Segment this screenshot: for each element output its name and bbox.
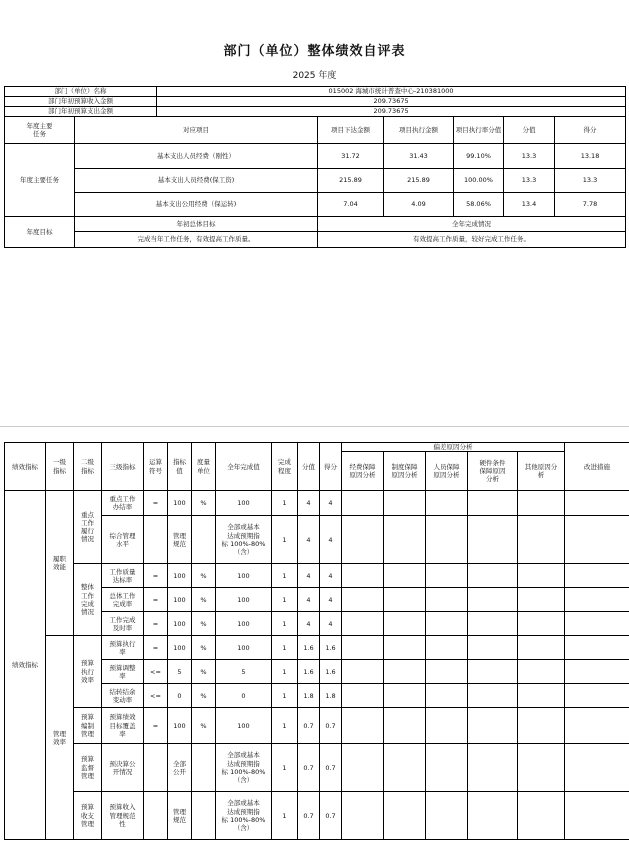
- dev-other-cell: [518, 588, 565, 612]
- operator-cell: <=: [144, 684, 168, 708]
- table-row: [5, 491, 629, 516]
- task-rate: 100.00%: [454, 169, 504, 193]
- dev-system-cell: [384, 708, 426, 744]
- got-cell: 0.7: [320, 792, 342, 840]
- task-row: [5, 144, 626, 169]
- dev-other-cell: [518, 708, 565, 744]
- score-cell: 1.6: [298, 660, 320, 684]
- got-cell: 4: [320, 516, 342, 564]
- unit-cell: %: [192, 491, 216, 516]
- header-operator: 运算 符号: [144, 443, 168, 491]
- target-cell: 100: [168, 612, 192, 636]
- score-cell: 0.7: [298, 708, 320, 744]
- operator-cell: =: [144, 612, 168, 636]
- target-cell: 100: [168, 491, 192, 516]
- dev-system-cell: [384, 744, 426, 792]
- goal-initial-header: 年初总体目标: [75, 217, 318, 232]
- page-separator: [0, 426, 629, 427]
- dev-hardware-cell: [468, 744, 518, 792]
- dev-system-cell: [384, 684, 426, 708]
- target-cell: 5: [168, 660, 192, 684]
- dev-other-cell: [518, 636, 565, 660]
- target-cell: 100: [168, 564, 192, 588]
- table-row: [5, 564, 629, 588]
- score-cell: 1.8: [298, 684, 320, 708]
- actual-cell: 0: [216, 684, 272, 708]
- unit-cell: %: [192, 564, 216, 588]
- operator-cell: =: [144, 564, 168, 588]
- operator-cell: =: [144, 636, 168, 660]
- level3-cell: 预算收入 管理规范 性: [102, 792, 144, 840]
- operator-cell: =: [144, 588, 168, 612]
- header-dev-other: 其他原因分 析: [518, 452, 565, 491]
- task-project: 基本支出人员经费（刚性）: [75, 144, 318, 169]
- dev-other-cell: [518, 744, 565, 792]
- task-project: 基本支出人员经费(保工资): [75, 169, 318, 193]
- score-cell: 4: [298, 564, 320, 588]
- budget-expense-label: 部门年初预算支出金额: [5, 107, 157, 117]
- dev-hardware-cell: [468, 792, 518, 840]
- got-cell: 4: [320, 564, 342, 588]
- level3-cell: 预算绩效 目标覆盖 率: [102, 708, 144, 744]
- target-cell: 0: [168, 684, 192, 708]
- level2-cell: 重点 工作 履行 情况: [74, 491, 102, 564]
- target-cell: 全部 公开: [168, 744, 192, 792]
- goal-initial-value: 完成当年工作任务，有效提高工作质量。: [75, 232, 318, 248]
- level1-cell: 管理 效率: [46, 636, 74, 840]
- dev-funding-cell: [342, 744, 384, 792]
- score-cell: 4: [298, 516, 320, 564]
- dev-staff-cell: [426, 792, 468, 840]
- dev-staff-cell: [426, 708, 468, 744]
- unit-cell: %: [192, 636, 216, 660]
- dev-other-cell: [518, 612, 565, 636]
- budget-expense-value: 209.73675: [157, 107, 626, 117]
- task-header-row: [5, 117, 626, 144]
- degree-cell: 1: [272, 708, 298, 744]
- header-indicator: 绩效指标: [5, 443, 46, 491]
- level2-cell: 预算 编制 管理: [74, 708, 102, 744]
- operator-cell: [144, 744, 168, 792]
- task-rate: 99.10%: [454, 144, 504, 169]
- dev-funding-cell: [342, 491, 384, 516]
- actual-cell: 5: [216, 660, 272, 684]
- level2-cell: 整体 工作 完成 情况: [74, 564, 102, 636]
- task-project: 基本支出公用经费（保运转): [75, 193, 318, 217]
- dev-staff-cell: [426, 588, 468, 612]
- dev-other-cell: [518, 792, 565, 840]
- dev-hardware-cell: [468, 660, 518, 684]
- got-cell: 4: [320, 588, 342, 612]
- task-row-label: 年度主要任务: [5, 144, 75, 217]
- dev-staff-cell: [426, 636, 468, 660]
- dev-staff-cell: [426, 684, 468, 708]
- degree-cell: 1: [272, 588, 298, 612]
- dev-system-cell: [384, 516, 426, 564]
- header-deviation: 偏差原因分析: [342, 443, 565, 452]
- got-cell: 0.7: [320, 744, 342, 792]
- task-executed: 31.43: [384, 144, 454, 169]
- task-header-allocated: 项目下达金额: [318, 117, 384, 144]
- dev-funding-cell: [342, 564, 384, 588]
- improve-cell: [565, 588, 629, 612]
- task-executed: 4.09: [384, 193, 454, 217]
- header-dev-funding: 经费保障 原因分析: [342, 452, 384, 491]
- level2-cell: 预算 收支 管理: [74, 792, 102, 840]
- dev-staff-cell: [426, 564, 468, 588]
- dev-staff-cell: [426, 491, 468, 516]
- dev-system-cell: [384, 491, 426, 516]
- got-cell: 1.6: [320, 660, 342, 684]
- degree-cell: 1: [272, 516, 298, 564]
- header-level3: 三级指标: [102, 443, 144, 491]
- task-header-got: 得分: [555, 117, 626, 144]
- actual-cell: 100: [216, 491, 272, 516]
- level3-cell: 预决算公 开情况: [102, 744, 144, 792]
- score-cell: 1.6: [298, 636, 320, 660]
- level2-cell: 预算 执行 效率: [74, 636, 102, 708]
- target-cell: 管理 规范: [168, 516, 192, 564]
- dev-hardware-cell: [468, 491, 518, 516]
- score-cell: 0.7: [298, 792, 320, 840]
- dev-system-cell: [384, 588, 426, 612]
- unit-cell: %: [192, 660, 216, 684]
- level3-cell: 重点工作 办结率: [102, 491, 144, 516]
- indicator-cell: 绩效指标: [5, 491, 46, 840]
- degree-cell: 1: [272, 792, 298, 840]
- level1-cell: 履职 效能: [46, 491, 74, 636]
- actual-cell: 全部或基本 达成预期指 标 100%-80% （含）: [216, 792, 272, 840]
- level3-cell: 工作完成 及时率: [102, 612, 144, 636]
- task-allocated: 31.72: [318, 144, 384, 169]
- actual-cell: 100: [216, 708, 272, 744]
- dev-funding-cell: [342, 684, 384, 708]
- goal-label: 年度目标: [5, 217, 75, 248]
- task-allocated: 7.04: [318, 193, 384, 217]
- header-degree: 完成 程度: [272, 443, 298, 491]
- operator-cell: =: [144, 708, 168, 744]
- score-cell: 4: [298, 612, 320, 636]
- target-cell: 100: [168, 636, 192, 660]
- unit-cell: %: [192, 684, 216, 708]
- unit-cell: [192, 792, 216, 840]
- dev-staff-cell: [426, 612, 468, 636]
- unit-cell: %: [192, 708, 216, 744]
- improve-cell: [565, 792, 629, 840]
- dev-funding-cell: [342, 612, 384, 636]
- summary-table: [4, 86, 626, 248]
- dev-funding-cell: [342, 516, 384, 564]
- improve-cell: [565, 684, 629, 708]
- performance-table: [4, 442, 629, 840]
- goal-actual-header: 全年完成情况: [318, 217, 626, 232]
- target-cell: 管理 规范: [168, 792, 192, 840]
- unit-cell: [192, 516, 216, 564]
- score-cell: 0.7: [298, 744, 320, 792]
- actual-cell: 100: [216, 612, 272, 636]
- header-improve: 改进措施: [565, 443, 629, 491]
- header-dev-system: 制度保障 原因分析: [384, 452, 426, 491]
- degree-cell: 1: [272, 636, 298, 660]
- operator-cell: [144, 516, 168, 564]
- header-level1: 一级 指标: [46, 443, 74, 491]
- improve-cell: [565, 660, 629, 684]
- unit-cell: %: [192, 588, 216, 612]
- goal-actual-value: 有效提高工作质量，较好完成工作任务。: [318, 232, 626, 248]
- dev-system-cell: [384, 660, 426, 684]
- task-rate: 58.06%: [454, 193, 504, 217]
- table-row: [5, 792, 629, 840]
- task-allocated: 215.89: [318, 169, 384, 193]
- operator-cell: =: [144, 491, 168, 516]
- degree-cell: 1: [272, 491, 298, 516]
- dev-hardware-cell: [468, 684, 518, 708]
- dev-staff-cell: [426, 660, 468, 684]
- task-header-label: 年度主要 任务: [5, 117, 75, 144]
- dev-funding-cell: [342, 660, 384, 684]
- table-row: [5, 708, 629, 744]
- actual-cell: 100: [216, 588, 272, 612]
- dev-funding-cell: [342, 588, 384, 612]
- level3-cell: 预算调整 率: [102, 660, 144, 684]
- dev-system-cell: [384, 564, 426, 588]
- dev-funding-cell: [342, 708, 384, 744]
- level3-cell: 总体工作 完成率: [102, 588, 144, 612]
- task-got: 13.3: [555, 169, 626, 193]
- degree-cell: 1: [272, 612, 298, 636]
- task-got: 13.18: [555, 144, 626, 169]
- dev-hardware-cell: [468, 516, 518, 564]
- table-row: [5, 744, 629, 792]
- dev-other-cell: [518, 491, 565, 516]
- dev-funding-cell: [342, 636, 384, 660]
- got-cell: 0.7: [320, 708, 342, 744]
- header-unit: 度量 单位: [192, 443, 216, 491]
- unit-cell: [192, 744, 216, 792]
- header-target: 指标 值: [168, 443, 192, 491]
- task-score: 13.4: [504, 193, 555, 217]
- improve-cell: [565, 564, 629, 588]
- task-header-executed: 项目执行金额: [384, 117, 454, 144]
- improve-cell: [565, 744, 629, 792]
- got-cell: 1.6: [320, 636, 342, 660]
- level3-cell: 综合管理 水平: [102, 516, 144, 564]
- actual-cell: 全部或基本 达成预期指 标 100%-80% （含）: [216, 744, 272, 792]
- actual-cell: 100: [216, 636, 272, 660]
- dev-hardware-cell: [468, 636, 518, 660]
- degree-cell: 1: [272, 564, 298, 588]
- target-cell: 100: [168, 588, 192, 612]
- level2-cell: 预算 监督 管理: [74, 744, 102, 792]
- task-score: 13.3: [504, 144, 555, 169]
- header-dev-hardware: 硬件条件 保障原因 分析: [468, 452, 518, 491]
- degree-cell: 1: [272, 660, 298, 684]
- operator-cell: [144, 792, 168, 840]
- header-dev-staff: 人员保障 原因分析: [426, 452, 468, 491]
- improve-cell: [565, 708, 629, 744]
- target-cell: 100: [168, 708, 192, 744]
- task-row: [5, 169, 626, 193]
- task-header-rate: 项目执行率分值: [454, 117, 504, 144]
- dev-system-cell: [384, 612, 426, 636]
- header-level2: 二级 指标: [74, 443, 102, 491]
- actual-cell: 100: [216, 564, 272, 588]
- score-cell: 4: [298, 491, 320, 516]
- got-cell: 4: [320, 612, 342, 636]
- improve-cell: [565, 491, 629, 516]
- operator-cell: <=: [144, 660, 168, 684]
- task-got: 7.78: [555, 193, 626, 217]
- table-row: [5, 636, 629, 660]
- dev-staff-cell: [426, 516, 468, 564]
- dev-funding-cell: [342, 792, 384, 840]
- actual-cell: 全部或基本 达成预期指 标 100%-80% （含）: [216, 516, 272, 564]
- unit-cell: %: [192, 612, 216, 636]
- page-title: 部门（单位）整体绩效自评表: [223, 44, 406, 59]
- level3-cell: 预算执行 率: [102, 636, 144, 660]
- task-header-score: 分值: [504, 117, 555, 144]
- got-cell: 1.8: [320, 684, 342, 708]
- dev-system-cell: [384, 792, 426, 840]
- unit-name-label: 部门（单位）名称: [5, 87, 157, 97]
- header-score: 分值: [298, 443, 320, 491]
- dev-other-cell: [518, 564, 565, 588]
- dev-staff-cell: [426, 744, 468, 792]
- header-got: 得分: [320, 443, 342, 491]
- improve-cell: [565, 636, 629, 660]
- level3-cell: 工作质量 达标率: [102, 564, 144, 588]
- task-score: 13.3: [504, 169, 555, 193]
- improve-cell: [565, 612, 629, 636]
- score-cell: 4: [298, 588, 320, 612]
- dev-hardware-cell: [468, 708, 518, 744]
- dev-other-cell: [518, 660, 565, 684]
- dev-other-cell: [518, 516, 565, 564]
- task-header-project: 对应项目: [75, 117, 318, 144]
- degree-cell: 1: [272, 684, 298, 708]
- budget-income-value: 209.73675: [157, 97, 626, 107]
- dev-system-cell: [384, 636, 426, 660]
- unit-name-value: 015002 海城市统计普查中心-210381000: [157, 87, 626, 97]
- task-executed: 215.89: [384, 169, 454, 193]
- level3-cell: 结转结余 变动率: [102, 684, 144, 708]
- report-year: 2025 年度: [292, 71, 337, 81]
- dev-hardware-cell: [468, 588, 518, 612]
- dev-hardware-cell: [468, 612, 518, 636]
- dev-other-cell: [518, 684, 565, 708]
- degree-cell: 1: [272, 744, 298, 792]
- header-actual: 全年完成值: [216, 443, 272, 491]
- task-row: [5, 193, 626, 217]
- improve-cell: [565, 516, 629, 564]
- dev-hardware-cell: [468, 564, 518, 588]
- got-cell: 4: [320, 491, 342, 516]
- budget-income-label: 部门年初预算收入金额: [5, 97, 157, 107]
